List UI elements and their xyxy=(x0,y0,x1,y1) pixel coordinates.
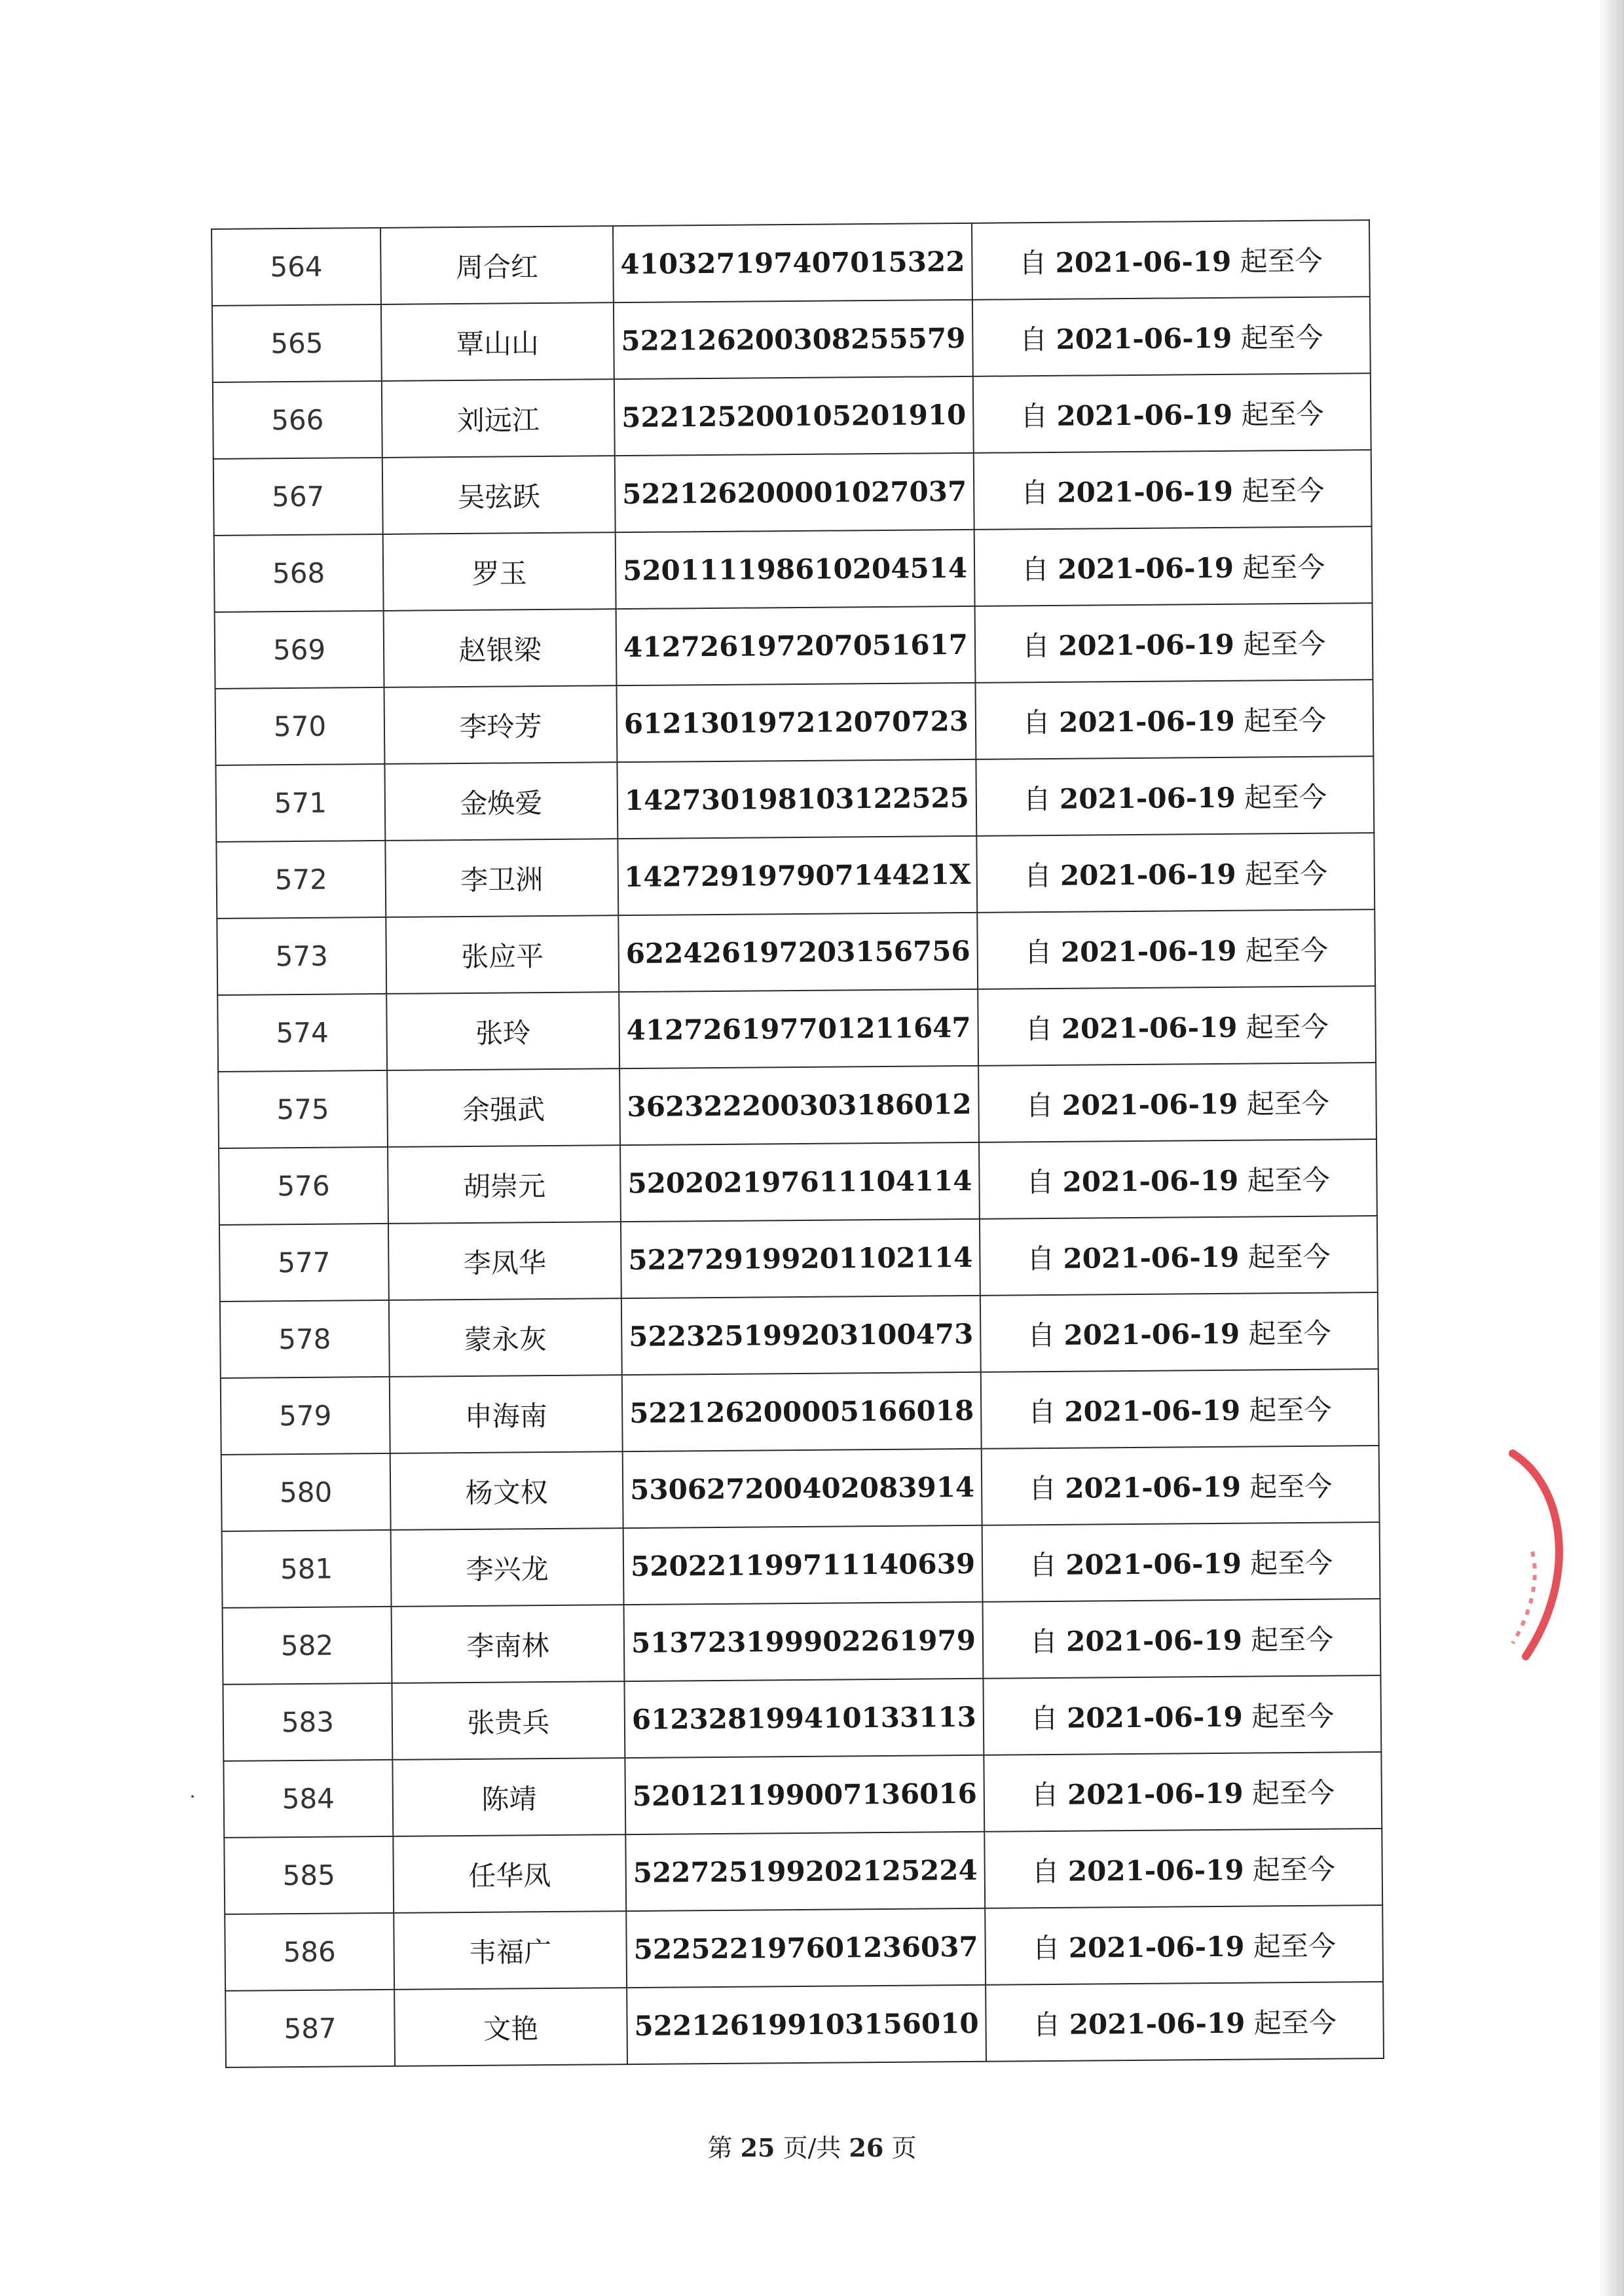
person-name: 张贵兵 xyxy=(392,1681,625,1760)
id-number: 522125200105201910 xyxy=(614,376,974,456)
person-name: 李南林 xyxy=(392,1605,625,1683)
date-value: 2021-06-19 xyxy=(1065,1624,1242,1658)
date-suffix: 起至今 xyxy=(1248,1317,1331,1350)
row-number: 585 xyxy=(224,1836,394,1914)
date-value: 2021-06-19 xyxy=(1069,2007,1246,2041)
person-name: 余强武 xyxy=(387,1068,620,1147)
row-number: 577 xyxy=(219,1224,389,1302)
date-value: 2021-06-19 xyxy=(1059,781,1236,815)
date-value: 2021-06-19 xyxy=(1061,1011,1238,1045)
id-number: 522725199202125224 xyxy=(625,1832,985,1911)
id-number: 410327197407015322 xyxy=(613,223,972,302)
id-number: 520221199711140639 xyxy=(623,1525,983,1605)
date-value: 2021-06-19 xyxy=(1058,551,1234,585)
effective-date xyxy=(975,603,1373,683)
date-prefix: 自 xyxy=(1024,859,1052,892)
date-prefix: 自 xyxy=(1031,1778,1059,1811)
row-number: 567 xyxy=(213,458,383,536)
person-name: 张应平 xyxy=(386,915,619,994)
table-row xyxy=(224,1829,1382,1914)
id-number: 520121199007136016 xyxy=(625,1755,984,1834)
date-value: 2021-06-19 xyxy=(1065,1470,1242,1504)
date-prefix: 自 xyxy=(1029,1548,1058,1581)
date-prefix: 自 xyxy=(1025,1089,1054,1121)
date-prefix: 自 xyxy=(1023,782,1051,815)
table-row xyxy=(221,1446,1380,1531)
id-number: 14272919790714421X xyxy=(618,836,977,915)
id-number: 612130197212070723 xyxy=(617,683,976,762)
roster-table-wrap xyxy=(211,219,1384,2068)
date-value: 2021-06-19 xyxy=(1068,1930,1245,1964)
effective-date xyxy=(980,1292,1378,1372)
effective-date xyxy=(983,1599,1381,1679)
date-value: 2021-06-19 xyxy=(1056,321,1232,355)
row-number: 583 xyxy=(223,1683,392,1761)
row-number: 579 xyxy=(221,1377,390,1455)
table-row xyxy=(219,1139,1377,1225)
date-suffix: 起至今 xyxy=(1253,1929,1337,1963)
table-row xyxy=(215,680,1374,765)
id-number: 522729199201102114 xyxy=(621,1219,980,1298)
id-number: 522325199203100473 xyxy=(621,1296,981,1375)
id-number: 412726197701211647 xyxy=(619,989,978,1068)
date-value: 2021-06-19 xyxy=(1060,858,1236,892)
date-suffix: 起至今 xyxy=(1240,244,1323,278)
date-prefix: 自 xyxy=(1021,553,1050,585)
date-prefix: 自 xyxy=(1025,1012,1053,1045)
date-value: 2021-06-19 xyxy=(1064,1394,1241,1428)
row-number: 564 xyxy=(212,228,381,306)
row-number: 578 xyxy=(220,1300,390,1378)
date-prefix: 自 xyxy=(1031,1855,1060,1887)
seal-arc xyxy=(1513,1453,1559,1656)
id-number: 412726197207051617 xyxy=(616,606,976,685)
table-row xyxy=(212,220,1370,306)
row-number: 575 xyxy=(218,1070,388,1148)
person-name: 胡崇元 xyxy=(388,1145,621,1224)
date-suffix: 起至今 xyxy=(1242,474,1325,507)
date-suffix: 起至今 xyxy=(1250,1623,1334,1656)
date-prefix: 自 xyxy=(1024,936,1052,968)
person-name: 李玲芳 xyxy=(384,685,618,764)
effective-date xyxy=(975,680,1373,759)
row-number: 584 xyxy=(223,1760,393,1838)
person-name: 李凤华 xyxy=(388,1222,621,1300)
person-name: 金焕爱 xyxy=(384,762,618,841)
person-name: 周合红 xyxy=(380,226,614,304)
date-suffix: 起至今 xyxy=(1252,1853,1336,1886)
effective-date xyxy=(973,373,1371,453)
table-row xyxy=(219,1216,1378,1302)
row-number: 582 xyxy=(223,1607,392,1685)
table-row xyxy=(212,297,1371,382)
date-prefix: 自 xyxy=(1026,1165,1054,1198)
table-row xyxy=(220,1292,1378,1378)
date-prefix: 自 xyxy=(1020,399,1048,432)
person-name: 刘远江 xyxy=(382,379,615,458)
effective-date xyxy=(985,1905,1383,1985)
person-name: 陈靖 xyxy=(392,1758,625,1836)
date-suffix: 起至今 xyxy=(1240,321,1323,354)
date-suffix: 起至今 xyxy=(1245,934,1329,967)
row-number: 587 xyxy=(225,1990,395,2068)
row-number: 573 xyxy=(217,917,386,995)
table-row xyxy=(215,603,1373,689)
date-prefix: 自 xyxy=(1029,1625,1058,1658)
id-number: 612328199410133113 xyxy=(624,1679,984,1758)
row-number: 570 xyxy=(215,687,385,765)
roster-table xyxy=(211,219,1384,2068)
footer-prefix: 第 xyxy=(707,2134,733,2162)
person-name: 申海南 xyxy=(390,1375,623,1453)
footer-middle: 页/共 xyxy=(783,2134,841,2162)
row-number: 569 xyxy=(215,611,384,689)
id-number: 530627200402083914 xyxy=(623,1449,982,1528)
id-number: 520111198610204514 xyxy=(616,530,975,609)
id-number: 522126200005166018 xyxy=(622,1372,982,1451)
table-row xyxy=(225,1982,1384,2068)
table-row xyxy=(223,1675,1381,1761)
table-row xyxy=(217,986,1376,1072)
table-row xyxy=(214,526,1373,612)
date-prefix: 自 xyxy=(1022,629,1050,662)
effective-date xyxy=(977,909,1375,989)
date-value: 2021-06-19 xyxy=(1056,398,1233,432)
effective-date xyxy=(980,1216,1378,1296)
date-suffix: 起至今 xyxy=(1251,1700,1335,1733)
date-prefix: 自 xyxy=(1032,1931,1060,1964)
effective-date xyxy=(978,986,1376,1066)
scan-speck xyxy=(191,1795,194,1798)
effective-date xyxy=(983,1675,1381,1755)
effective-date xyxy=(974,450,1372,530)
date-suffix: 起至今 xyxy=(1243,704,1327,737)
person-name: 韦福广 xyxy=(394,1911,627,1990)
effective-date xyxy=(982,1522,1380,1602)
id-number: 522126200001027037 xyxy=(615,453,974,532)
date-value: 2021-06-19 xyxy=(1067,1853,1244,1887)
person-name: 赵银梁 xyxy=(384,609,617,687)
table-row xyxy=(222,1522,1380,1608)
date-value: 2021-06-19 xyxy=(1061,1087,1238,1121)
seal-inner-arc xyxy=(1513,1552,1535,1643)
effective-date xyxy=(984,1829,1382,1908)
date-suffix: 起至今 xyxy=(1250,1546,1333,1580)
date-value: 2021-06-19 xyxy=(1057,475,1234,509)
date-suffix: 起至今 xyxy=(1249,1470,1333,1503)
table-row xyxy=(218,1063,1376,1148)
id-number: 520202197611104114 xyxy=(620,1142,980,1222)
id-number: 522522197601236037 xyxy=(626,1908,986,1988)
table-row xyxy=(216,833,1375,919)
id-number: 622426197203156756 xyxy=(618,913,978,992)
row-number: 572 xyxy=(216,841,386,919)
row-number: 571 xyxy=(215,764,385,842)
row-number: 568 xyxy=(214,534,384,612)
date-suffix: 起至今 xyxy=(1243,627,1326,661)
effective-date xyxy=(972,220,1370,300)
roster-body xyxy=(212,220,1384,2068)
date-prefix: 自 xyxy=(1019,246,1047,279)
effective-date xyxy=(986,1982,1384,2062)
date-value: 2021-06-19 xyxy=(1065,1547,1242,1581)
date-suffix: 起至今 xyxy=(1247,1240,1331,1273)
date-prefix: 自 xyxy=(1028,1472,1057,1504)
date-prefix: 自 xyxy=(1022,706,1050,738)
id-number: 513723199902261979 xyxy=(624,1602,984,1681)
scan-edge-shadow xyxy=(1599,0,1624,2296)
row-number: 580 xyxy=(221,1453,391,1531)
effective-date xyxy=(981,1369,1379,1449)
date-value: 2021-06-19 xyxy=(1062,1164,1239,1198)
date-value: 2021-06-19 xyxy=(1067,1777,1244,1811)
id-number: 142730198103122525 xyxy=(617,759,976,839)
date-suffix: 起至今 xyxy=(1246,1087,1329,1120)
date-suffix: 起至今 xyxy=(1246,1010,1329,1044)
date-value: 2021-06-19 xyxy=(1063,1317,1240,1351)
date-value: 2021-06-19 xyxy=(1066,1700,1243,1734)
red-seal-partial xyxy=(1486,1447,1591,1669)
person-name: 蒙永灰 xyxy=(389,1298,622,1377)
date-value: 2021-06-19 xyxy=(1058,628,1235,662)
date-prefix: 自 xyxy=(1030,1702,1058,1734)
date-value: 2021-06-19 xyxy=(1058,704,1235,738)
date-prefix: 自 xyxy=(1020,476,1049,509)
person-name: 覃山山 xyxy=(381,302,614,381)
id-number: 362322200303186012 xyxy=(619,1066,979,1145)
date-value: 2021-06-19 xyxy=(1063,1241,1240,1275)
person-name: 李卫洲 xyxy=(385,839,618,917)
table-row xyxy=(225,1905,1383,1991)
date-value: 2021-06-19 xyxy=(1060,934,1237,968)
effective-date xyxy=(979,1139,1377,1219)
person-name: 李兴龙 xyxy=(391,1528,624,1607)
person-name: 文艳 xyxy=(394,1988,627,2066)
footer-suffix: 页 xyxy=(891,2134,917,2162)
date-suffix: 起至今 xyxy=(1249,1393,1332,1427)
date-suffix: 起至今 xyxy=(1247,1163,1330,1197)
row-number: 566 xyxy=(213,381,382,459)
id-number: 522126199103156010 xyxy=(627,1985,986,2064)
date-prefix: 自 xyxy=(1026,1242,1055,1275)
footer-page-number: 25 xyxy=(740,2133,775,2162)
date-suffix: 起至今 xyxy=(1242,551,1325,584)
row-number: 574 xyxy=(217,994,387,1072)
row-number: 586 xyxy=(225,1913,394,1991)
effective-date xyxy=(974,526,1373,606)
table-row xyxy=(217,909,1375,995)
id-number: 522126200308255579 xyxy=(614,300,973,379)
date-value: 2021-06-19 xyxy=(1055,245,1232,279)
table-row xyxy=(223,1599,1381,1685)
table-row xyxy=(215,756,1374,842)
table-row xyxy=(213,450,1372,536)
table-row xyxy=(213,373,1371,459)
table-row xyxy=(221,1369,1379,1455)
footer-total-pages: 26 xyxy=(849,2133,884,2162)
date-suffix: 起至今 xyxy=(1253,2006,1337,2039)
person-name: 罗玉 xyxy=(383,532,616,611)
table-row xyxy=(223,1752,1382,1838)
effective-date xyxy=(976,833,1375,913)
date-suffix: 起至今 xyxy=(1244,780,1327,814)
row-number: 581 xyxy=(222,1530,392,1608)
date-prefix: 自 xyxy=(1019,323,1048,355)
effective-date xyxy=(978,1063,1376,1142)
date-suffix: 起至今 xyxy=(1251,1776,1335,1810)
row-number: 576 xyxy=(219,1147,388,1225)
date-prefix: 自 xyxy=(1027,1319,1056,1351)
page-footer xyxy=(0,2128,1624,2164)
person-name: 任华凤 xyxy=(393,1834,626,1913)
date-prefix: 自 xyxy=(1033,2008,1061,2041)
person-name: 吴弦跃 xyxy=(382,456,616,534)
effective-date xyxy=(976,756,1374,836)
effective-date xyxy=(972,297,1371,376)
effective-date xyxy=(982,1446,1380,1525)
effective-date xyxy=(984,1752,1382,1832)
row-number: 565 xyxy=(212,304,382,382)
date-prefix: 自 xyxy=(1027,1395,1056,1428)
date-suffix: 起至今 xyxy=(1241,397,1324,431)
date-suffix: 起至今 xyxy=(1244,857,1328,890)
person-name: 张玲 xyxy=(386,992,619,1070)
person-name: 杨文权 xyxy=(390,1451,623,1530)
